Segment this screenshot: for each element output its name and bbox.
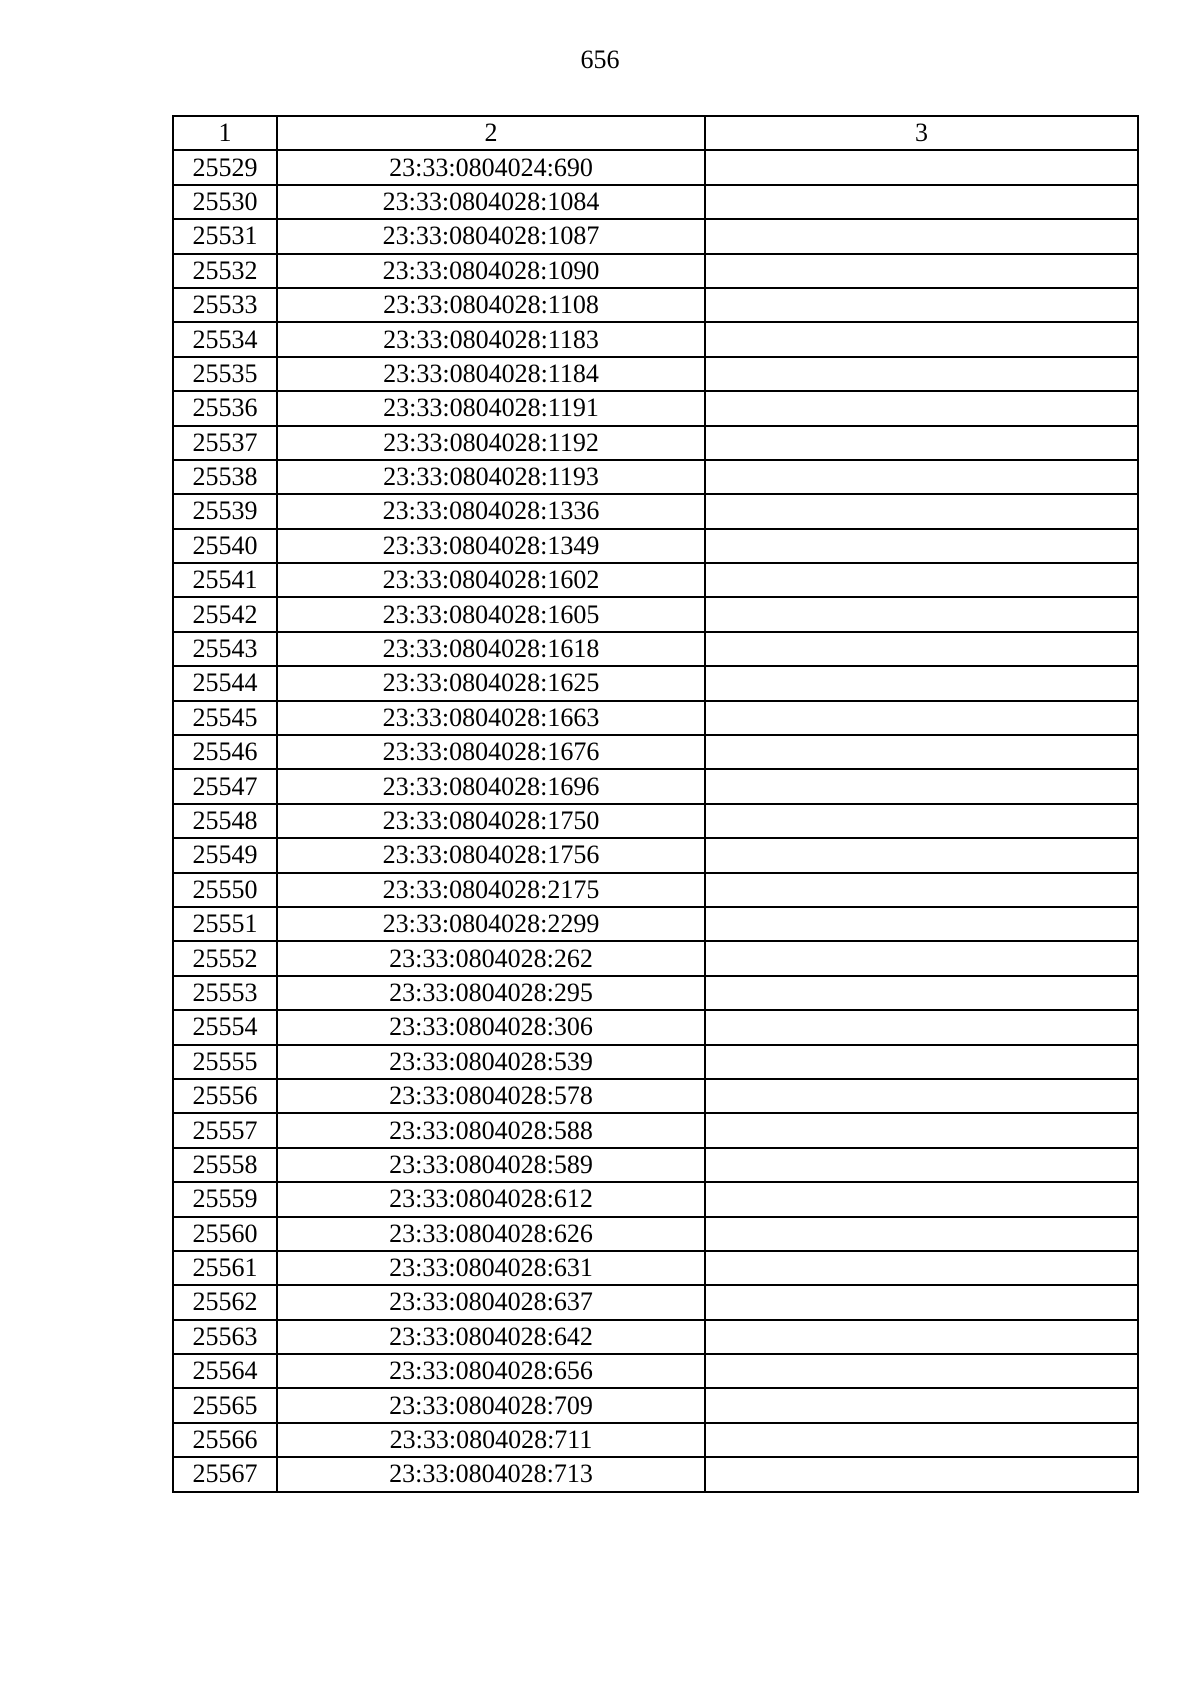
note-cell [705, 460, 1138, 494]
table-row [173, 1251, 1138, 1285]
cadastral-number-cell: 23:33:0804028:1183 [277, 322, 705, 356]
column-header-3: 3 [705, 116, 1138, 150]
row-number-cell: 25564 [173, 1354, 277, 1388]
table-row [173, 529, 1138, 563]
note-cell [705, 769, 1138, 803]
note-cell [705, 563, 1138, 597]
note-cell [705, 391, 1138, 425]
note-cell [705, 1388, 1138, 1422]
row-number-cell: 25558 [173, 1148, 277, 1182]
note-cell [705, 1045, 1138, 1079]
cadastral-number-cell: 23:33:0804028:637 [277, 1285, 705, 1319]
cadastral-number-cell: 23:33:0804028:612 [277, 1182, 705, 1216]
row-number-cell: 25546 [173, 735, 277, 769]
note-cell [705, 907, 1138, 941]
cadastral-number-cell: 23:33:0804028:1108 [277, 288, 705, 322]
note-cell [705, 1182, 1138, 1216]
cadastral-number-cell: 23:33:0804028:1663 [277, 701, 705, 735]
table-row [173, 1079, 1138, 1113]
cadastral-number-cell: 23:33:0804028:1602 [277, 563, 705, 597]
column-header-1: 1 [173, 116, 277, 150]
table-row [173, 254, 1138, 288]
row-number-cell: 25534 [173, 322, 277, 356]
note-cell [705, 185, 1138, 219]
note-cell [705, 494, 1138, 528]
cadastral-number-cell: 23:33:0804028:1750 [277, 804, 705, 838]
note-cell [705, 873, 1138, 907]
row-number-cell: 25541 [173, 563, 277, 597]
row-number-cell: 25532 [173, 254, 277, 288]
cadastral-number-cell: 23:33:0804028:709 [277, 1388, 705, 1422]
cadastral-number-cell: 23:33:0804028:656 [277, 1354, 705, 1388]
row-number-cell: 25565 [173, 1388, 277, 1422]
row-number-cell: 25533 [173, 288, 277, 322]
row-number-cell: 25530 [173, 185, 277, 219]
cadastral-number-cell: 23:33:0804028:1184 [277, 357, 705, 391]
note-cell [705, 1251, 1138, 1285]
table-row [173, 563, 1138, 597]
row-number-cell: 25537 [173, 426, 277, 460]
cadastral-number-cell: 23:33:0804028:306 [277, 1010, 705, 1044]
note-cell [705, 1079, 1138, 1113]
table-row [173, 769, 1138, 803]
note-cell [705, 1423, 1138, 1457]
table-row [173, 1423, 1138, 1457]
note-cell [705, 1285, 1138, 1319]
cadastral-number-cell: 23:33:0804028:2299 [277, 907, 705, 941]
row-number-cell: 25540 [173, 529, 277, 563]
table-row [173, 873, 1138, 907]
row-number-cell: 25545 [173, 701, 277, 735]
row-number-cell: 25542 [173, 597, 277, 631]
table-row [173, 632, 1138, 666]
table-row [173, 460, 1138, 494]
cadastral-number-cell: 23:33:0804028:642 [277, 1320, 705, 1354]
row-number-cell: 25550 [173, 873, 277, 907]
cadastral-number-cell: 23:33:0804028:1696 [277, 769, 705, 803]
note-cell [705, 426, 1138, 460]
note-cell [705, 838, 1138, 872]
row-number-cell: 25567 [173, 1457, 277, 1491]
note-cell [705, 632, 1138, 666]
note-cell [705, 666, 1138, 700]
table-row [173, 150, 1138, 184]
row-number-cell: 25538 [173, 460, 277, 494]
row-number-cell: 25549 [173, 838, 277, 872]
table-row [173, 701, 1138, 735]
cadastral-number-cell: 23:33:0804028:1192 [277, 426, 705, 460]
note-cell [705, 322, 1138, 356]
table-row [173, 804, 1138, 838]
table-row [173, 1148, 1138, 1182]
table-body [173, 150, 1138, 1491]
row-number-cell: 25561 [173, 1251, 277, 1285]
cadastral-number-cell: 23:33:0804028:1676 [277, 735, 705, 769]
note-cell [705, 1113, 1138, 1147]
row-number-cell: 25536 [173, 391, 277, 425]
page-number: 656 [580, 45, 620, 74]
table-row [173, 1010, 1138, 1044]
cadastral-number-cell: 23:33:0804028:1087 [277, 219, 705, 253]
row-number-cell: 25566 [173, 1423, 277, 1457]
table-row [173, 1320, 1138, 1354]
table-row [173, 666, 1138, 700]
cadastral-number-cell: 23:33:0804028:2175 [277, 873, 705, 907]
note-cell [705, 150, 1138, 184]
cadastral-number-cell: 23:33:0804028:588 [277, 1113, 705, 1147]
table-row [173, 1457, 1138, 1491]
table-row [173, 1045, 1138, 1079]
row-number-cell: 25553 [173, 976, 277, 1010]
row-number-cell: 25535 [173, 357, 277, 391]
cadastral-number-cell: 23:33:0804028:1605 [277, 597, 705, 631]
table-row [173, 597, 1138, 631]
cadastral-number-cell: 23:33:0804028:1756 [277, 838, 705, 872]
table-row [173, 941, 1138, 975]
row-number-cell: 25556 [173, 1079, 277, 1113]
column-header-2: 2 [277, 116, 705, 150]
table-row [173, 391, 1138, 425]
cadastral-number-cell: 23:33:0804024:690 [277, 150, 705, 184]
cadastral-number-cell: 23:33:0804028:1336 [277, 494, 705, 528]
note-cell [705, 1148, 1138, 1182]
note-cell [705, 1320, 1138, 1354]
note-cell [705, 288, 1138, 322]
row-number-cell: 25548 [173, 804, 277, 838]
table-row [173, 735, 1138, 769]
table-row [173, 1217, 1138, 1251]
table-row [173, 976, 1138, 1010]
cadastral-number-cell: 23:33:0804028:539 [277, 1045, 705, 1079]
note-cell [705, 976, 1138, 1010]
cadastral-number-cell: 23:33:0804028:713 [277, 1457, 705, 1491]
cadastral-number-cell: 23:33:0804028:711 [277, 1423, 705, 1457]
cadastral-number-cell: 23:33:0804028:578 [277, 1079, 705, 1113]
table-row [173, 907, 1138, 941]
cadastral-number-cell: 23:33:0804028:1618 [277, 632, 705, 666]
note-cell [705, 1354, 1138, 1388]
table-row [173, 322, 1138, 356]
note-cell [705, 1457, 1138, 1491]
row-number-cell: 25544 [173, 666, 277, 700]
note-cell [705, 254, 1138, 288]
note-cell [705, 529, 1138, 563]
note-cell [705, 735, 1138, 769]
row-number-cell: 25539 [173, 494, 277, 528]
row-number-cell: 25554 [173, 1010, 277, 1044]
row-number-cell: 25557 [173, 1113, 277, 1147]
note-cell [705, 804, 1138, 838]
table-row [173, 357, 1138, 391]
table-row [173, 1182, 1138, 1216]
cadastral-number-cell: 23:33:0804028:1191 [277, 391, 705, 425]
cadastral-number-cell: 23:33:0804028:262 [277, 941, 705, 975]
table-row [173, 1113, 1138, 1147]
row-number-cell: 25560 [173, 1217, 277, 1251]
note-cell [705, 701, 1138, 735]
cadastral-number-cell: 23:33:0804028:1193 [277, 460, 705, 494]
cadastral-number-cell: 23:33:0804028:589 [277, 1148, 705, 1182]
row-number-cell: 25562 [173, 1285, 277, 1319]
note-cell [705, 1217, 1138, 1251]
table-row [173, 1388, 1138, 1422]
note-cell [705, 941, 1138, 975]
cadastral-number-cell: 23:33:0804028:631 [277, 1251, 705, 1285]
row-number-cell: 25563 [173, 1320, 277, 1354]
cadastral-table [172, 115, 1139, 1493]
note-cell [705, 219, 1138, 253]
table-row [173, 1354, 1138, 1388]
row-number-cell: 25529 [173, 150, 277, 184]
table-row [173, 288, 1138, 322]
cadastral-number-cell: 23:33:0804028:295 [277, 976, 705, 1010]
row-number-cell: 25543 [173, 632, 277, 666]
table-row [173, 1285, 1138, 1319]
row-number-cell: 25555 [173, 1045, 277, 1079]
table-header-row [173, 116, 1138, 150]
note-cell [705, 357, 1138, 391]
table-row [173, 494, 1138, 528]
row-number-cell: 25551 [173, 907, 277, 941]
row-number-cell: 25559 [173, 1182, 277, 1216]
table-row [173, 219, 1138, 253]
note-cell [705, 597, 1138, 631]
cadastral-number-cell: 23:33:0804028:1625 [277, 666, 705, 700]
note-cell [705, 1010, 1138, 1044]
table-row [173, 426, 1138, 460]
table-row [173, 838, 1138, 872]
cadastral-number-cell: 23:33:0804028:1084 [277, 185, 705, 219]
row-number-cell: 25547 [173, 769, 277, 803]
table-row [173, 185, 1138, 219]
cadastral-number-cell: 23:33:0804028:1349 [277, 529, 705, 563]
row-number-cell: 25531 [173, 219, 277, 253]
cadastral-number-cell: 23:33:0804028:626 [277, 1217, 705, 1251]
cadastral-number-cell: 23:33:0804028:1090 [277, 254, 705, 288]
row-number-cell: 25552 [173, 941, 277, 975]
